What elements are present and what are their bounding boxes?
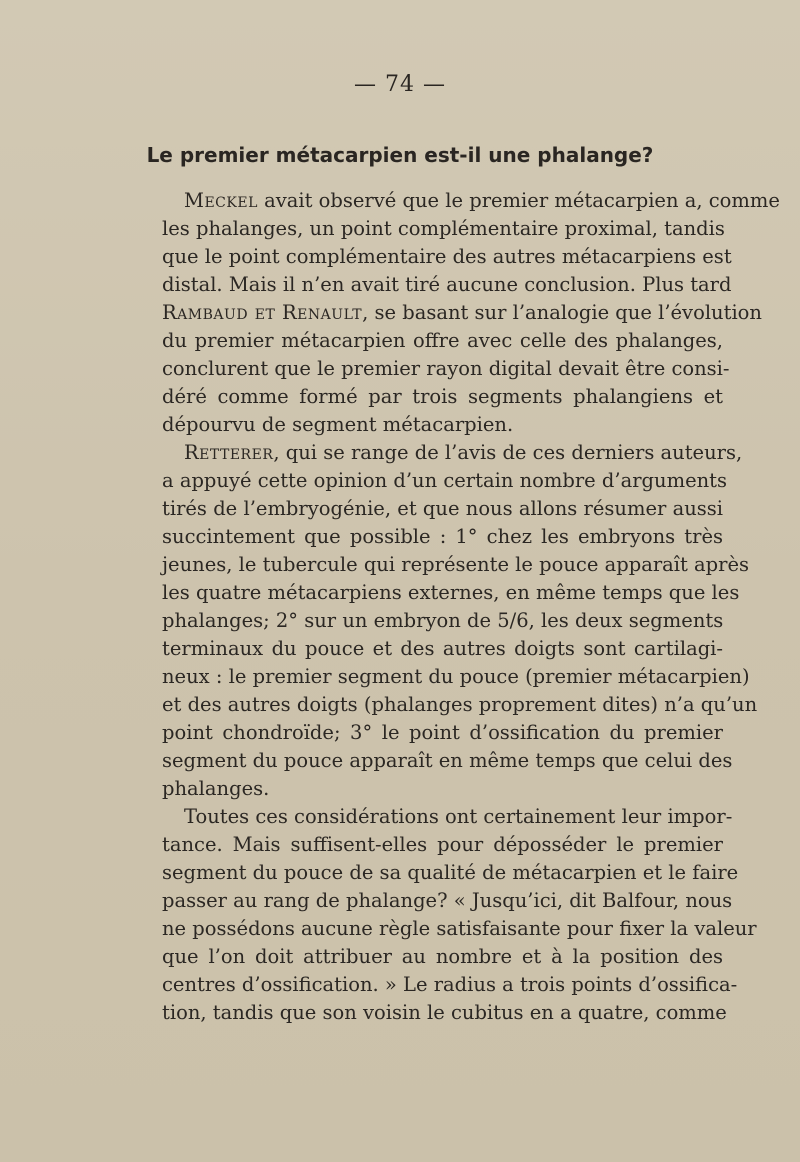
text-line xyxy=(162,999,727,1027)
line-text: phalanges; 2° sur un embryon de 5/6, les deux segments xyxy=(162,609,724,632)
text-line xyxy=(162,187,780,215)
line-text: que le point complémentaire des autres métacarpiens est xyxy=(162,245,732,268)
text-line xyxy=(162,383,723,411)
line-text: et des autres doigts (phalanges proprement dites) n’a qu’un xyxy=(162,693,758,716)
text-line xyxy=(162,327,723,355)
text-line xyxy=(162,579,740,607)
text-line xyxy=(162,551,750,579)
line-text: dépourvu de segment métacarpien. xyxy=(162,413,514,436)
line-text: déré comme formé par trois segments phalangiens et xyxy=(162,385,723,408)
line-text: centres d’ossification. » Le radius a trois points d’ossifica- xyxy=(162,973,738,996)
author-name: Retterer xyxy=(184,441,274,464)
line-text: succintement que possible : 1° chez les embryons très xyxy=(162,525,723,548)
line-text: jeunes, le tubercule qui représente le pouce apparaît après xyxy=(162,553,750,576)
text-line xyxy=(162,775,723,803)
line-text: tirés de l’embryogénie, et que nous allons résumer aussi xyxy=(162,497,723,520)
section-heading: Le premier métacarpien est-il une phalange? xyxy=(146,143,654,167)
line-text: , se basant sur l’analogie que l’évolution xyxy=(362,301,762,324)
text-line xyxy=(162,747,733,775)
line-text: tion, tandis que son voisin le cubitus en a quatre, comme xyxy=(162,1001,727,1024)
line-text: , qui se range de l’avis de ces derniers auteurs, xyxy=(273,441,743,464)
author-name: Rambaud et Renault xyxy=(162,301,363,324)
line-text: que l’on doit attribuer au nombre et à la position des xyxy=(162,945,723,968)
text-line xyxy=(162,719,723,747)
line-text: ne possédons aucune règle satisfaisante pour fixer la valeur xyxy=(162,917,757,940)
text-line xyxy=(162,355,730,383)
line-text: distal. Mais il n’en avait tiré aucune conclusion. Plus tard xyxy=(162,273,732,296)
line-text: neux : le premier segment du pouce (premier métacarpien) xyxy=(162,665,750,688)
author-name: Meckel xyxy=(184,189,258,212)
text-line xyxy=(162,915,757,943)
text-line xyxy=(162,971,738,999)
line-text: les quatre métacarpiens externes, en même temps que les xyxy=(162,581,740,604)
text-line xyxy=(162,467,728,495)
line-text: conclurent que le premier rayon digital devait être consi- xyxy=(162,357,730,380)
line-text: terminaux du pouce et des autres doigts sont cartilagi- xyxy=(162,637,723,660)
line-text: Toutes ces considérations ont certainement leur impor- xyxy=(184,805,733,828)
text-line xyxy=(162,495,723,523)
text-line xyxy=(162,271,732,299)
text-line xyxy=(162,635,723,663)
page-number: — 74 — xyxy=(354,72,446,97)
text-line xyxy=(162,243,732,271)
line-text: passer au rang de phalange? « Jusqu’ici, dit Balfour, nous xyxy=(162,889,733,912)
text-line xyxy=(162,523,723,551)
text-line xyxy=(162,439,743,467)
text-line xyxy=(162,663,750,691)
text-line xyxy=(162,831,723,859)
line-text: phalanges. xyxy=(162,777,270,800)
line-text: segment du pouce de sa qualité de métacarpien et le faire xyxy=(162,861,739,884)
text-line xyxy=(162,607,723,635)
line-text: a appuyé cette opinion d’un certain nombre d’arguments xyxy=(162,469,728,492)
text-line xyxy=(162,803,733,831)
line-text: du premier métacarpien offre avec celle des phalanges, xyxy=(162,329,723,352)
text-line xyxy=(162,215,723,243)
text-line xyxy=(162,943,723,971)
line-text: les phalanges, un point complémentaire proximal, tandis xyxy=(162,217,725,240)
text-line xyxy=(162,887,733,915)
text-line xyxy=(162,299,762,327)
line-text: avait observé que le premier métacarpien a, comme xyxy=(257,189,780,212)
line-text: tance. Mais suffisent-elles pour déposséder le premier xyxy=(162,833,723,856)
body-text xyxy=(162,187,780,1027)
text-line xyxy=(162,859,739,887)
text-line xyxy=(162,411,723,439)
text-line xyxy=(162,691,758,719)
line-text: segment du pouce apparaît en même temps que celui des xyxy=(162,749,733,772)
line-text: point chondroïde; 3° le point d’ossification du premier xyxy=(162,721,723,744)
